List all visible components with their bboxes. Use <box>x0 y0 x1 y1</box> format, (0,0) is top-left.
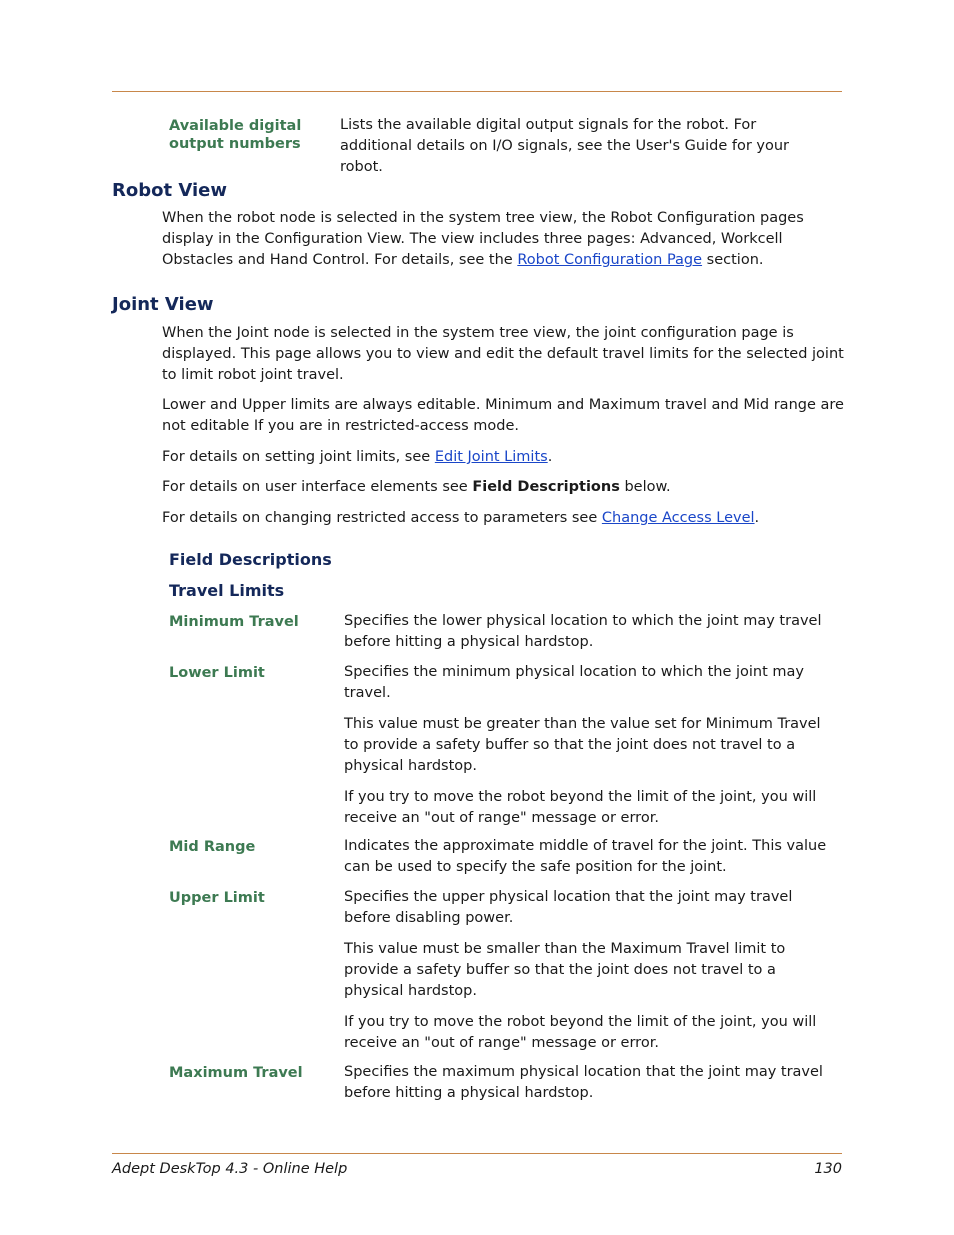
joint-view-paragraph-1: When the Joint node is selected in the system tree view, the joint configuration page is displayed. This page allows you to view and edit the default travel limits for the selected joint to limit robot joint travel. <box>162 325 844 383</box>
term-minimum-travel: Minimum Travel <box>169 614 299 630</box>
term-mid-range: Mid Range <box>169 839 256 855</box>
travel-limits-heading: Travel Limits <box>169 581 285 600</box>
page-number: 130 <box>814 1161 842 1177</box>
definition-paragraph: Specifies the maximum physical location that the joint may travel before hitting a physical hardstop. <box>344 1064 823 1101</box>
definition-paragraph: This value must be smaller than the Maximum Travel limit to provide a safety buffer so that the joint does not travel to a physical hardstop. <box>344 941 786 999</box>
robot-configuration-page-link[interactable]: Robot Configuration Page <box>517 252 703 268</box>
definition-minimum-travel <box>344 611 832 663</box>
joint-view-heading: Joint View <box>112 294 214 315</box>
joint-view-paragraph-2: Lower and Upper limits are always editable. Minimum and Maximum travel and Mid range are not editable If you are in restricted-access mode. <box>162 397 844 434</box>
definition-paragraph: If you try to move the robot beyond the limit of the joint, you will receive an "out of range" message or error. <box>344 789 817 826</box>
term-lower-limit: Lower Limit <box>169 665 265 681</box>
edit-joint-limits-link[interactable]: Edit Joint Limits <box>434 449 548 465</box>
para4-text-after: below. <box>619 479 671 495</box>
definition-paragraph: Specifies the lower physical location to which the joint may travel before hitting a physical hardstop. <box>344 613 822 650</box>
definition-mid-range <box>344 836 832 888</box>
para5-text-after: . <box>754 510 760 526</box>
term-maximum-travel: Maximum Travel <box>169 1065 303 1081</box>
definition-paragraph: Specifies the upper physical location that the joint may travel before disabling power. <box>344 889 793 926</box>
definition-paragraph: Specifies the minimum physical location to which the joint may travel. <box>344 664 804 701</box>
joint-view-paragraph-3 <box>162 447 852 468</box>
field-descriptions-bold: Field Descriptions <box>472 479 620 495</box>
robot-view-text-after: section. <box>702 252 764 268</box>
definition-text: Lists the available digital output signals for the robot. For additional details on I/O signals, see the User's Guide for your robot. <box>340 117 790 175</box>
term-available-digital-output: Available digital output numbers <box>169 118 302 152</box>
robot-view-paragraph <box>162 208 852 271</box>
joint-view-paragraph-4 <box>162 477 852 498</box>
footer-title: Adept DeskTop 4.3 - Online Help <box>112 1161 348 1177</box>
definition-paragraph: If you try to move the robot beyond the limit of the joint, you will receive an "out of range" message or error. <box>344 1014 817 1051</box>
robot-view-heading: Robot View <box>112 180 227 201</box>
para3-text-before: For details on setting joint limits, see <box>162 449 435 465</box>
para5-text-before: For details on changing restricted access to parameters see <box>162 510 602 526</box>
robot-view-text-before: When the robot node is selected in the system tree view, the Robot Configuration pages display in the Configuration View. The view includes three pages: Advanced, Workcell Obstacles and Hand Control. For details, see the <box>162 210 804 268</box>
para4-text-before: For details on user interface elements see <box>162 479 473 495</box>
footer-rule <box>112 1153 842 1154</box>
definition-lower-limit <box>344 662 832 839</box>
definition-paragraph: Indicates the approximate middle of travel for the joint. This value can be used to specify the safe position for the joint. <box>344 838 827 875</box>
definition-available-digital-output <box>340 115 828 188</box>
term-upper-limit: Upper Limit <box>169 890 265 906</box>
joint-view-paragraph-5 <box>162 508 852 529</box>
para3-text-after: . <box>547 449 553 465</box>
field-descriptions-heading: Field Descriptions <box>169 550 332 569</box>
definition-upper-limit <box>344 887 832 1064</box>
header-rule <box>112 91 842 92</box>
definition-paragraph: This value must be greater than the value set for Minimum Travel to provide a safety buffer so that the joint does not travel to a physical hardstop. <box>344 716 821 774</box>
definition-maximum-travel <box>344 1062 832 1114</box>
change-access-level-link[interactable]: Change Access Level <box>601 510 755 526</box>
